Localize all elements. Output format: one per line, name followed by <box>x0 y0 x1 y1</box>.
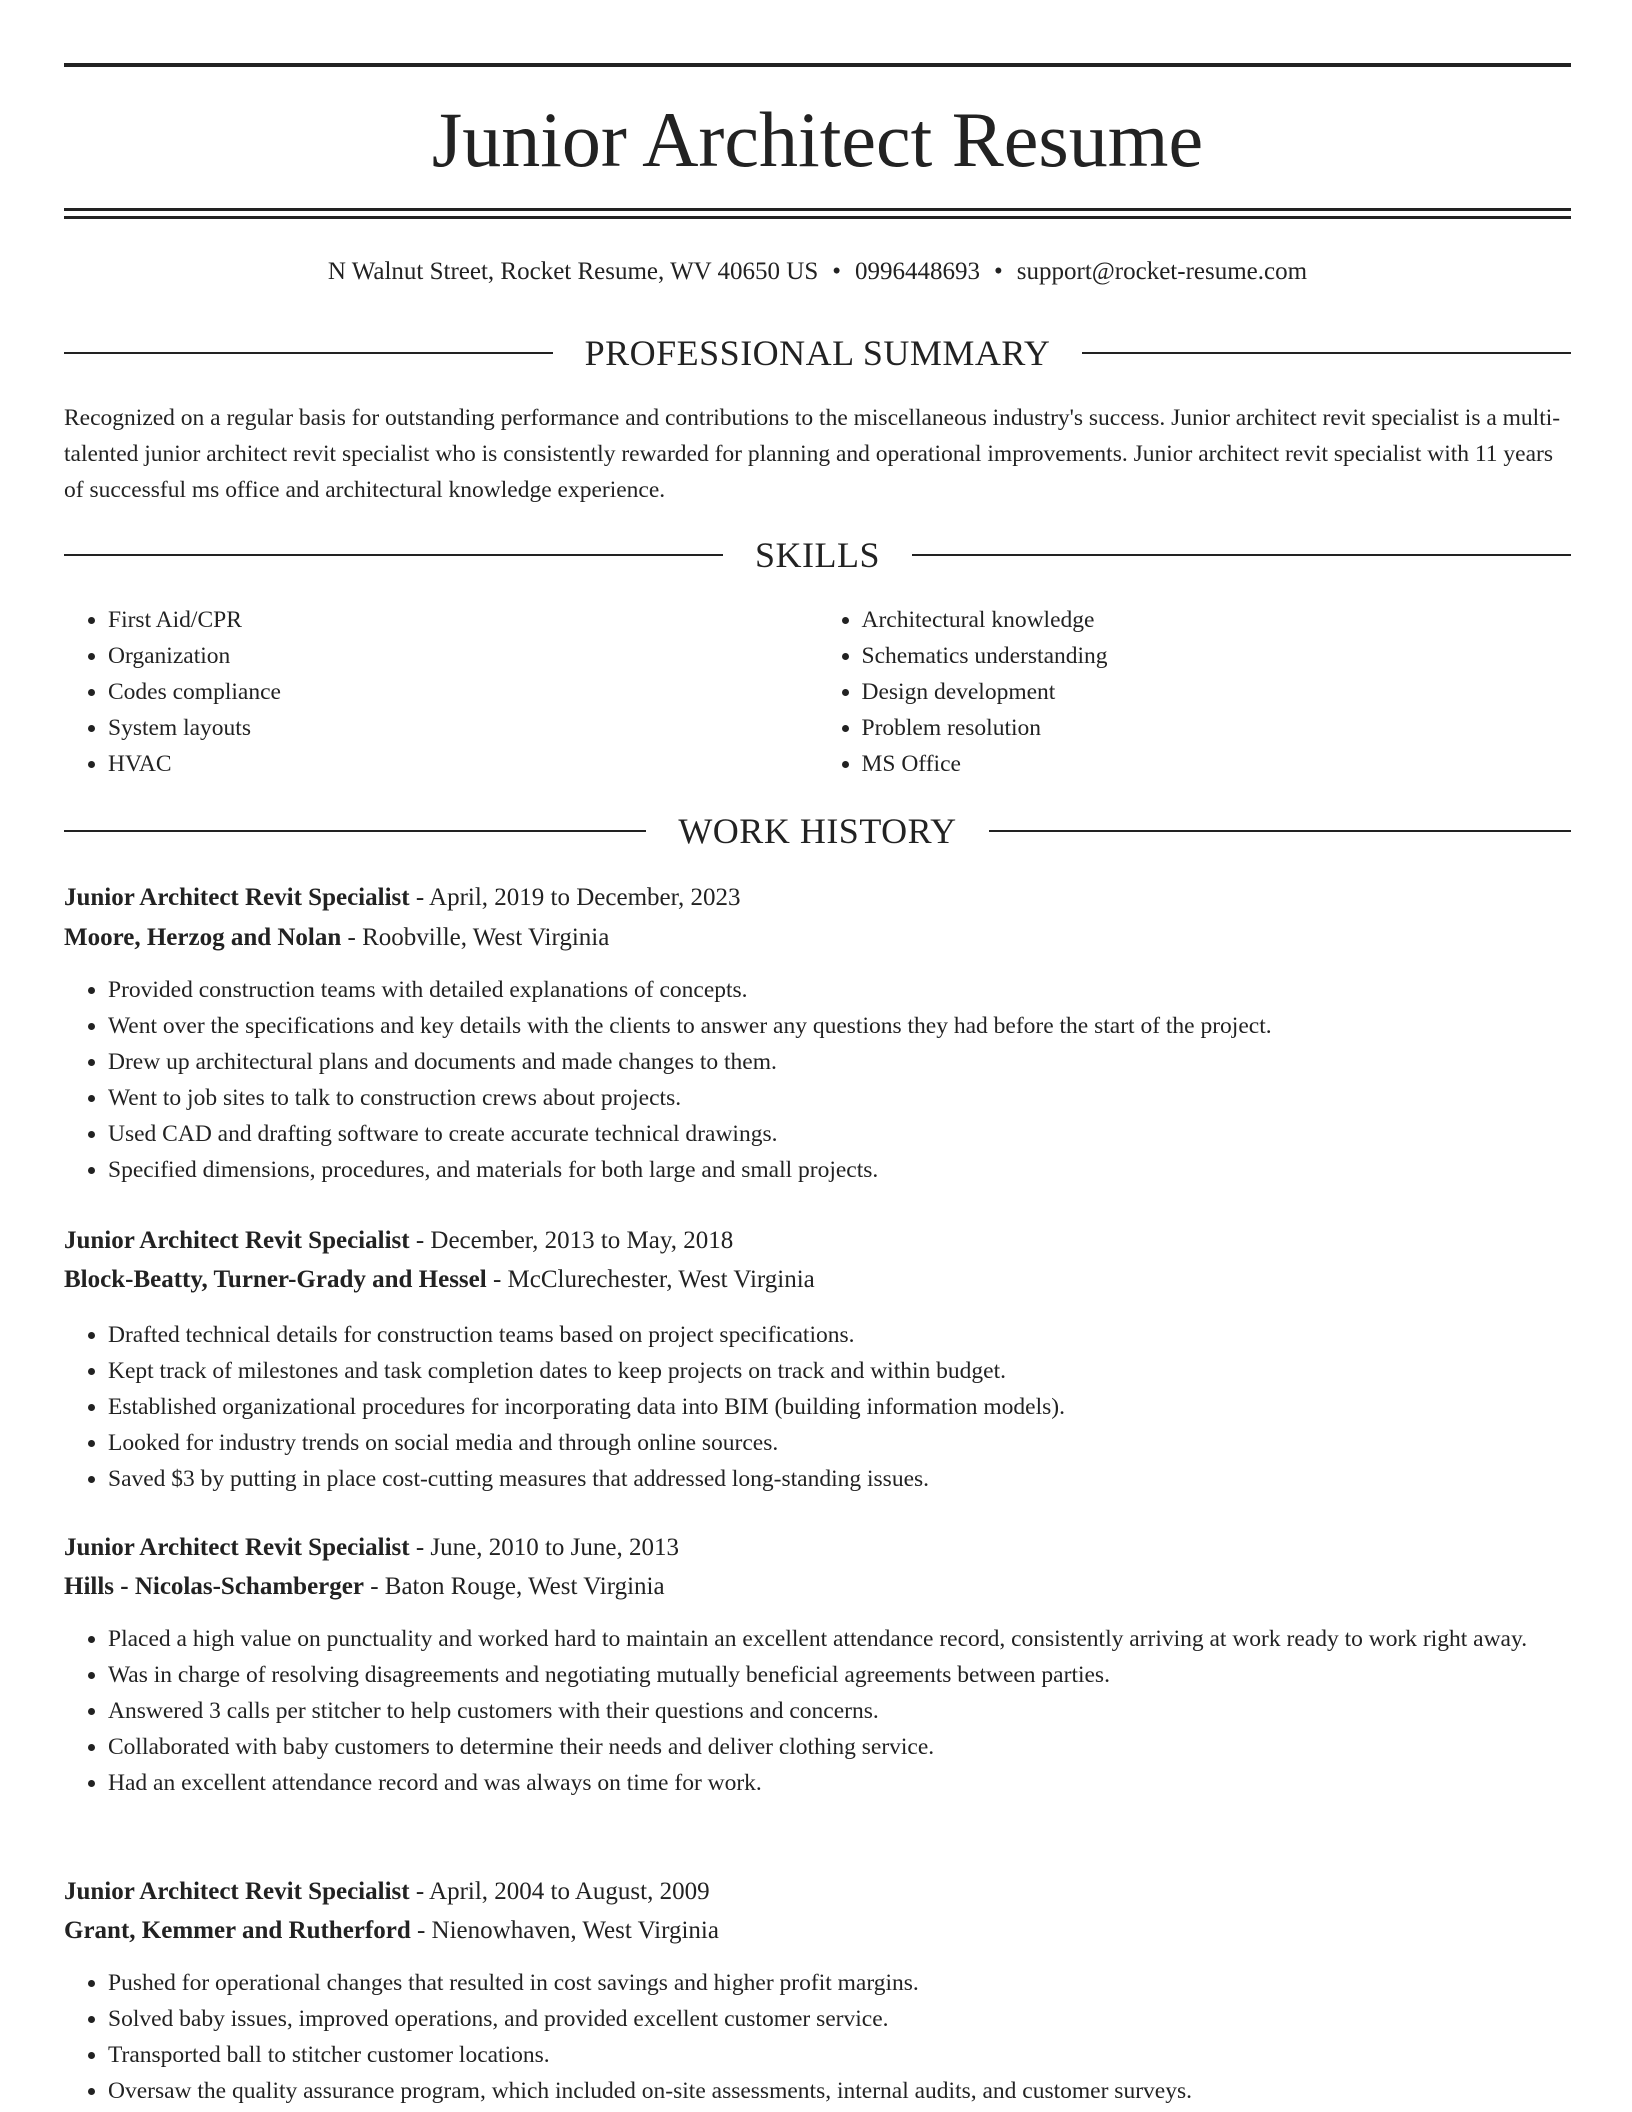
skill-item: • Codes compliance <box>108 674 818 710</box>
duty-item: • Had an excellent attendance record and was always on time for work. <box>108 1765 1615 1801</box>
job-company: Moore, Herzog and Nolan <box>64 924 342 951</box>
job-dates: - December, 2013 to May, 2018 <box>409 1227 734 1254</box>
job-location: - Baton Rouge, West Virginia <box>363 1573 665 1600</box>
duty-item: • Transported ball to stitcher customer locations. <box>108 2037 1615 2073</box>
skill-item: • Schematics understanding <box>862 638 1572 674</box>
job-duties <box>64 1317 1615 1497</box>
skill-item: • System layouts <box>108 710 818 746</box>
duty-item: • Kept track of milestones and task completion dates to keep projects on track and within budget. <box>108 1353 1615 1389</box>
duty-item: • Placed a high value on punctuality and worked hard to maintain an excellent attendance record, consistently arriving at work ready to work right away. <box>108 1621 1615 1657</box>
summary-heading: PROFESSIONAL SUMMARY <box>584 333 1051 373</box>
job-title-line <box>64 1873 1571 1911</box>
heading-rule-left <box>64 830 646 832</box>
duty-item: • Saved $3 by putting in place cost-cutting measures that addressed long-standing issues. <box>108 1461 1615 1497</box>
job-title: Junior Architect Revit Specialist <box>64 884 410 911</box>
duty-item: • Answered 3 calls per stitcher to help customers with their questions and concerns. <box>108 1693 1615 1729</box>
contact-address: N Walnut Street, Rocket Resume, WV 40650 US <box>327 258 819 285</box>
job-location: - Roobville, West Virginia <box>341 924 610 951</box>
duty-item: • Was in charge of resolving disagreements and negotiating mutually beneficial agreements between parties. <box>108 1657 1615 1693</box>
job-title-line <box>64 1222 1571 1260</box>
skills-list-left <box>64 602 818 782</box>
skill-item: • MS Office <box>862 746 1572 782</box>
summary-text: Recognized on a regular basis for outstanding performance and contributions to the miscellaneous industry's success. Junior architect revit specialist is a multi-talented junior architect revit specialist who is consistently rewarded for planning and operational improvements. Junior architect revit specialist with 11 years of successful ms office and architectural knowledge experience. <box>64 405 1561 503</box>
job-title: Junior Architect Revit Specialist <box>64 1534 410 1561</box>
job-dates: - April, 2019 to December, 2023 <box>409 884 741 911</box>
job-duties <box>64 972 1615 1188</box>
contact-separator: • <box>832 258 841 285</box>
job-company-line <box>64 1912 1571 1950</box>
job-title-line <box>64 879 1571 917</box>
duty-item: • Used CAD and drafting software to create accurate technical drawings. <box>108 1116 1615 1152</box>
work-heading-row <box>64 808 1571 854</box>
job-company-line <box>64 1261 1571 1299</box>
duty-item: • Went to job sites to talk to construction crews about projects. <box>108 1080 1615 1116</box>
duty-item: • Collaborated with baby customers to determine their needs and deliver clothing service. <box>108 1729 1615 1765</box>
job-company: Hills - Nicolas-Schamberger <box>64 1573 364 1600</box>
heading-rule-left <box>64 352 553 354</box>
job-title: Junior Architect Revit Specialist <box>64 1878 410 1905</box>
title-rule-lower <box>64 216 1571 219</box>
heading-rule-right <box>989 830 1571 832</box>
job-duties <box>64 1621 1615 1801</box>
duty-item: • Solved baby issues, improved operations, and provided excellent customer service. <box>108 2001 1615 2037</box>
job-company-line <box>64 919 1571 957</box>
duty-item: • Drafted technical details for construction teams based on project specifications. <box>108 1317 1615 1353</box>
contact-email: support@rocket-resume.com <box>1016 258 1308 285</box>
resume-title: Junior Architect Resume <box>431 96 1204 183</box>
duty-item: • Provided construction teams with detailed explanations of concepts. <box>108 972 1615 1008</box>
skill-item: • Architectural knowledge <box>862 602 1572 638</box>
contact-line <box>64 254 1571 290</box>
work-heading: WORK HISTORY <box>678 811 957 851</box>
skills-columns <box>64 602 1571 782</box>
skill-item: • First Aid/CPR <box>108 602 818 638</box>
duty-item: • Went over the specifications and key details with the clients to answer any questions they had before the start of the project. <box>108 1008 1615 1044</box>
job-dates: - June, 2010 to June, 2013 <box>409 1534 679 1561</box>
duty-item: • Drew up architectural plans and documents and made changes to them. <box>108 1044 1615 1080</box>
top-rule <box>64 63 1571 67</box>
job-dates: - April, 2004 to August, 2009 <box>409 1878 710 1905</box>
duty-item: • Specified dimensions, procedures, and materials for both large and small projects. <box>108 1152 1615 1188</box>
contact-phone: 0996448693 <box>855 258 980 285</box>
duty-item: • Oversaw the quality assurance program, which included on-site assessments, internal audits, and customer surveys. <box>108 2073 1615 2109</box>
skills-heading: SKILLS <box>755 535 881 575</box>
skills-list-right <box>818 602 1572 782</box>
contact-separator: • <box>994 258 1003 285</box>
title-rule-upper <box>64 208 1571 211</box>
summary-heading-row <box>64 330 1571 376</box>
job-location: - McClurechester, West Virginia <box>486 1266 815 1293</box>
duty-item: • Looked for industry trends on social media and through online sources. <box>108 1425 1615 1461</box>
heading-rule-right <box>1082 352 1571 354</box>
skill-item: • Design development <box>862 674 1572 710</box>
skill-item: • Organization <box>108 638 818 674</box>
job-company: Block-Beatty, Turner-Grady and Hessel <box>64 1266 487 1293</box>
job-location: - Nienowhaven, West Virginia <box>410 1917 719 1944</box>
job-title-line <box>64 1529 1571 1567</box>
job-title: Junior Architect Revit Specialist <box>64 1227 410 1254</box>
skill-item: • HVAC <box>108 746 818 782</box>
skill-item: • Problem resolution <box>862 710 1572 746</box>
job-company-line <box>64 1568 1571 1606</box>
skills-heading-row <box>64 532 1571 578</box>
heading-rule-left <box>64 554 723 556</box>
job-company: Grant, Kemmer and Rutherford <box>64 1917 411 1944</box>
duty-item: • Pushed for operational changes that resulted in cost savings and higher profit margins. <box>108 1965 1615 2001</box>
duty-item: • Established organizational procedures for incorporating data into BIM (building information models). <box>108 1389 1615 1425</box>
heading-rule-right <box>912 554 1571 556</box>
job-duties <box>64 1965 1615 2109</box>
